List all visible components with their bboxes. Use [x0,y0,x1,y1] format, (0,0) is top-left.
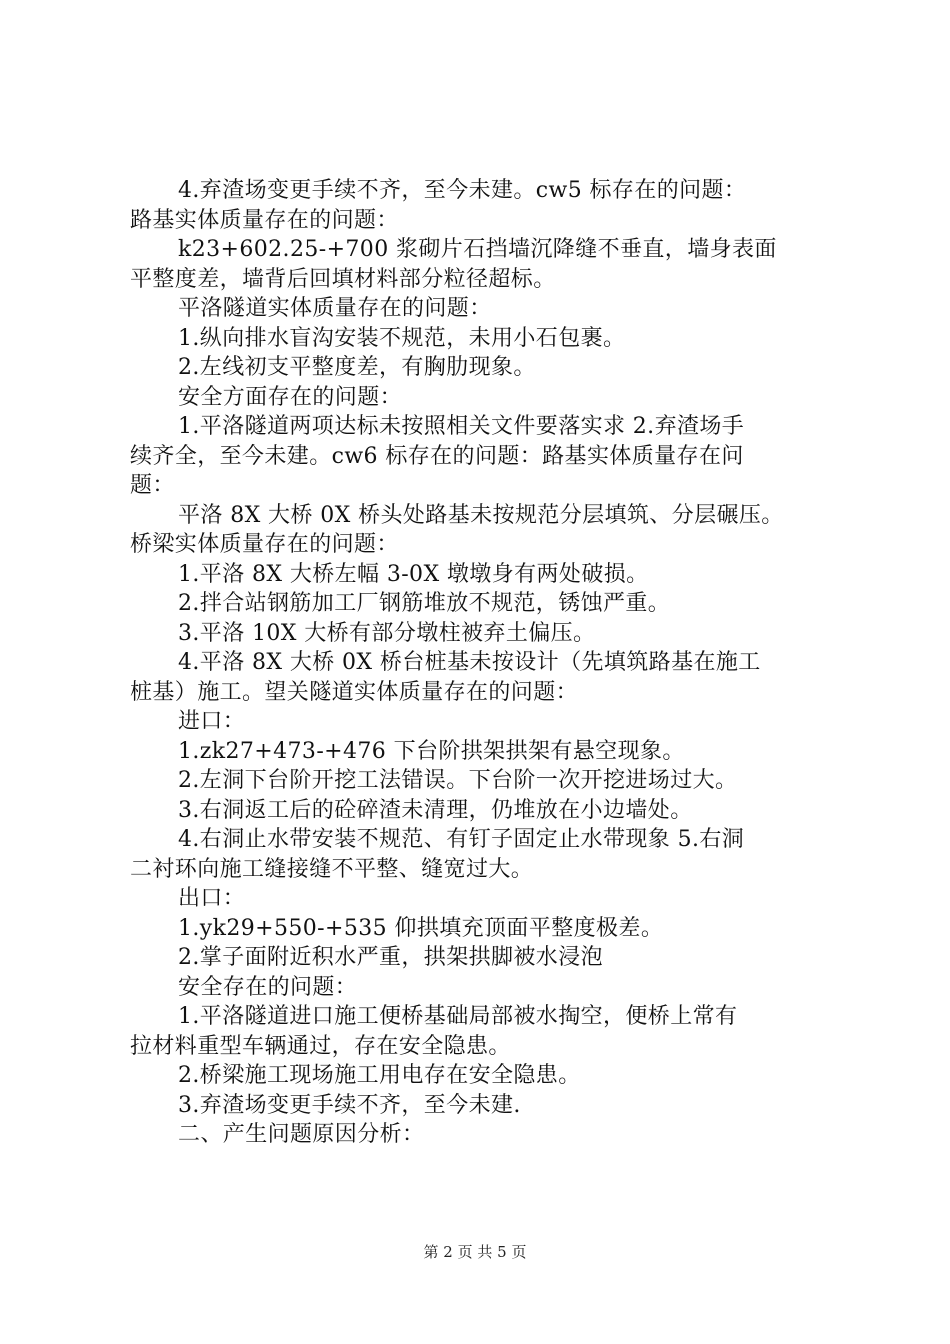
text-line: 桥梁实体质量存在的问题： [130,532,399,557]
text-line: 1.平洛隧道两项达标未按照相关文件要落实求 2.弃渣场手 [178,414,745,439]
text-line: 续齐全，至今未建。cw6 标存在的问题：路基实体质量存在问 [130,443,744,469]
text-line: 2.拌合站钢筋加工厂钢筋堆放不规范，锈蚀严重。 [178,591,671,616]
text-line: 1.平洛 8X 大桥左幅 3-0X 墩墩身有两处破损。 [178,561,649,587]
text-line: 2.左洞下台阶开挖工法错误。下台阶一次开挖进场过大。 [178,768,738,793]
text-line: 平整度差，墙背后回填材料部分粒径超标。 [130,266,556,292]
text-line: 2.桥梁施工现场施工用电存在安全隐患。 [178,1063,581,1088]
text-line: 4.右洞止水带安装不规范、有钉子固定止水带现象 5.右洞 [178,827,745,852]
text-line: 4.弃渣场变更手续不齐，至今未建。cw5 标存在的问题： [178,178,747,203]
text-line: 路基实体质量存在的问题： [130,207,399,233]
text-line: 桩基）施工。望关隧道实体质量存在的问题： [130,679,579,705]
text-line: 平洛隧道实体质量存在的问题： [178,296,492,321]
text-line: k23+602.25-+700 浆砌片石挡墙沉降缝不垂直，墙身表面 [178,237,777,262]
text-line: 出口： [178,886,246,911]
text-line: 1.平洛隧道进口施工便桥基础局部被水掏空，便桥上常有 [178,1004,738,1029]
document-body [130,176,850,1150]
text-line: 2.左线初支平整度差，有胸肋现象。 [178,355,536,380]
page-number-footer: 第 2 页 共 5 页 [423,1243,527,1261]
text-line: 3.右洞返工后的砼碎渣未清理，仍堆放在小边墙处。 [178,797,693,823]
text-line: 二衬环向施工缝接缝不平整、缝宽过大。 [130,856,534,882]
text-line: 3.弃渣场变更手续不齐，至今未建. [178,1092,521,1118]
text-line: 安全方面存在的问题： [178,384,403,410]
text-line: 平洛 8X 大桥 0X 桥头处路基未按规范分层填筑、分层碾压。 [178,502,784,528]
text-line: 1.纵向排水盲沟安装不规范，未用小石包裹。 [178,325,626,351]
text-line: 1.zk27+473-+476 下台阶拱架拱架有悬空现象。 [178,738,685,764]
text-line: 2.掌子面附近积水严重，拱架拱脚被水浸泡 [178,945,603,970]
text-line: 进口： [178,709,246,734]
text-line: 拉材料重型车辆通过，存在安全隐患。 [130,1033,511,1059]
text-line: 3.平洛 10X 大桥有部分墩柱被弃土偏压。 [178,620,596,646]
text-line: 1.yk29+550-+535 仰拱填充顶面平整度极差。 [178,915,664,941]
text-line: 二、产生问题原因分析： [178,1122,425,1147]
text-line: 4.平洛 8X 大桥 0X 桥台桩基未按设计（先填筑路基在施工 [178,650,761,675]
text-line: 题： [130,473,175,498]
text-line: 安全存在的问题： [178,974,358,1000]
